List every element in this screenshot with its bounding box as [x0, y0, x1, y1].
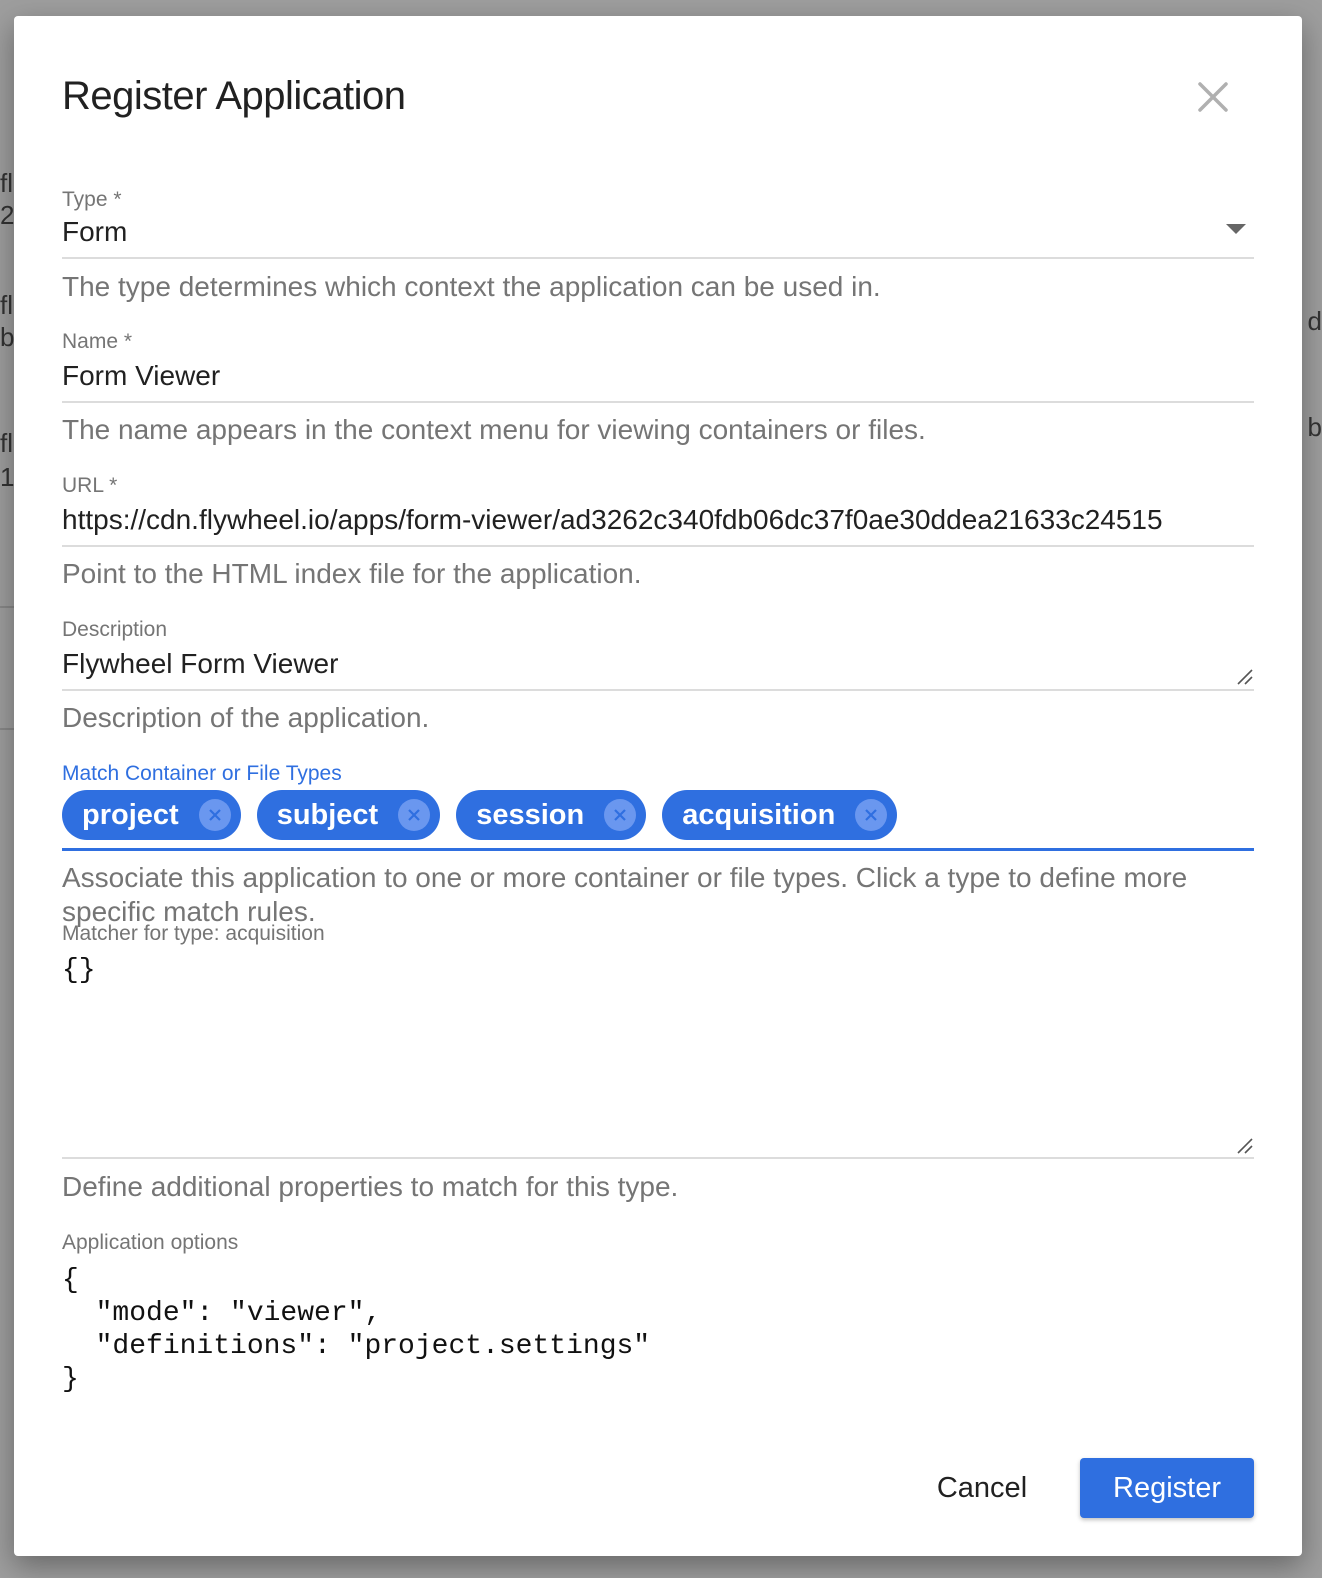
chip-subject[interactable]: [257, 790, 441, 840]
matcher-underline: [62, 1157, 1254, 1159]
close-icon[interactable]: [1194, 78, 1232, 116]
name-label: Name *: [62, 330, 133, 353]
description-helper: Description of the application.: [62, 702, 430, 733]
type-helper: The type determines which context the application can be used in.: [62, 271, 881, 302]
chip-label: subject: [276, 798, 379, 831]
type-label: Type *: [62, 188, 122, 211]
chip-remove-icon[interactable]: [199, 799, 231, 831]
background-text: b: [0, 322, 15, 352]
chip-label: acquisition: [682, 798, 836, 831]
description-underline: [62, 689, 1254, 691]
background-text: 2: [0, 200, 15, 230]
url-helper: Point to the HTML index file for the application.: [62, 558, 642, 589]
chip-acquisition[interactable]: [662, 790, 897, 840]
url-label: URL *: [62, 474, 118, 497]
options-line: "mode": "viewer",: [62, 1298, 382, 1329]
match-types-helper: Associate this application to one or more container or file types. Click a type to define more specific match rules.: [62, 862, 1188, 927]
background-text: 1: [0, 462, 15, 492]
cancel-button[interactable]: Cancel: [936, 1471, 1028, 1504]
resize-handle-icon[interactable]: [1236, 668, 1254, 686]
background-text: d: [1307, 306, 1322, 336]
url-underline: [62, 545, 1254, 547]
match-types-label: Match Container or File Types: [62, 762, 342, 785]
options-line: "definitions": "project.settings": [62, 1331, 651, 1362]
type-underline: [62, 257, 1254, 259]
chip-remove-icon[interactable]: [604, 799, 636, 831]
matcher-helper: Define additional properties to match for this type.: [62, 1171, 679, 1202]
background-text: fl: [0, 290, 13, 320]
resize-handle-icon[interactable]: [1236, 1137, 1254, 1155]
description-textarea[interactable]: Flywheel Form Viewer: [62, 648, 339, 679]
matcher-label: Matcher for type: acquisition: [62, 922, 325, 945]
chip-remove-icon[interactable]: [855, 799, 887, 831]
type-select[interactable]: Form: [62, 216, 128, 247]
register-application-dialog: [14, 16, 1302, 1556]
chip-remove-icon[interactable]: [398, 799, 430, 831]
background-text: b: [1307, 412, 1322, 442]
background-text: fl: [0, 428, 13, 458]
match-types-chips: [62, 790, 897, 840]
options-label: Application options: [62, 1231, 239, 1254]
dialog-title: Register Application: [62, 74, 406, 118]
matcher-textarea[interactable]: {}: [62, 955, 96, 986]
options-line: }: [62, 1364, 79, 1395]
match-types-underline: [62, 848, 1254, 851]
chip-label: project: [82, 798, 179, 831]
url-input[interactable]: https://cdn.flywheel.io/apps/form-viewer/ad3262c340fdb06dc37f0ae30ddea21633c24515: [62, 504, 1163, 535]
name-input[interactable]: Form Viewer: [62, 360, 221, 391]
background-text: fl: [0, 168, 13, 198]
chip-project[interactable]: [62, 790, 241, 840]
description-label: Description: [62, 618, 168, 641]
chip-session[interactable]: [456, 790, 646, 840]
register-button[interactable]: Register: [1080, 1458, 1254, 1518]
name-helper: The name appears in the context menu for viewing containers or files.: [62, 414, 926, 445]
options-line: {: [62, 1265, 79, 1296]
name-underline: [62, 401, 1254, 403]
chevron-down-icon[interactable]: [1226, 224, 1246, 234]
chip-label: session: [476, 798, 585, 831]
